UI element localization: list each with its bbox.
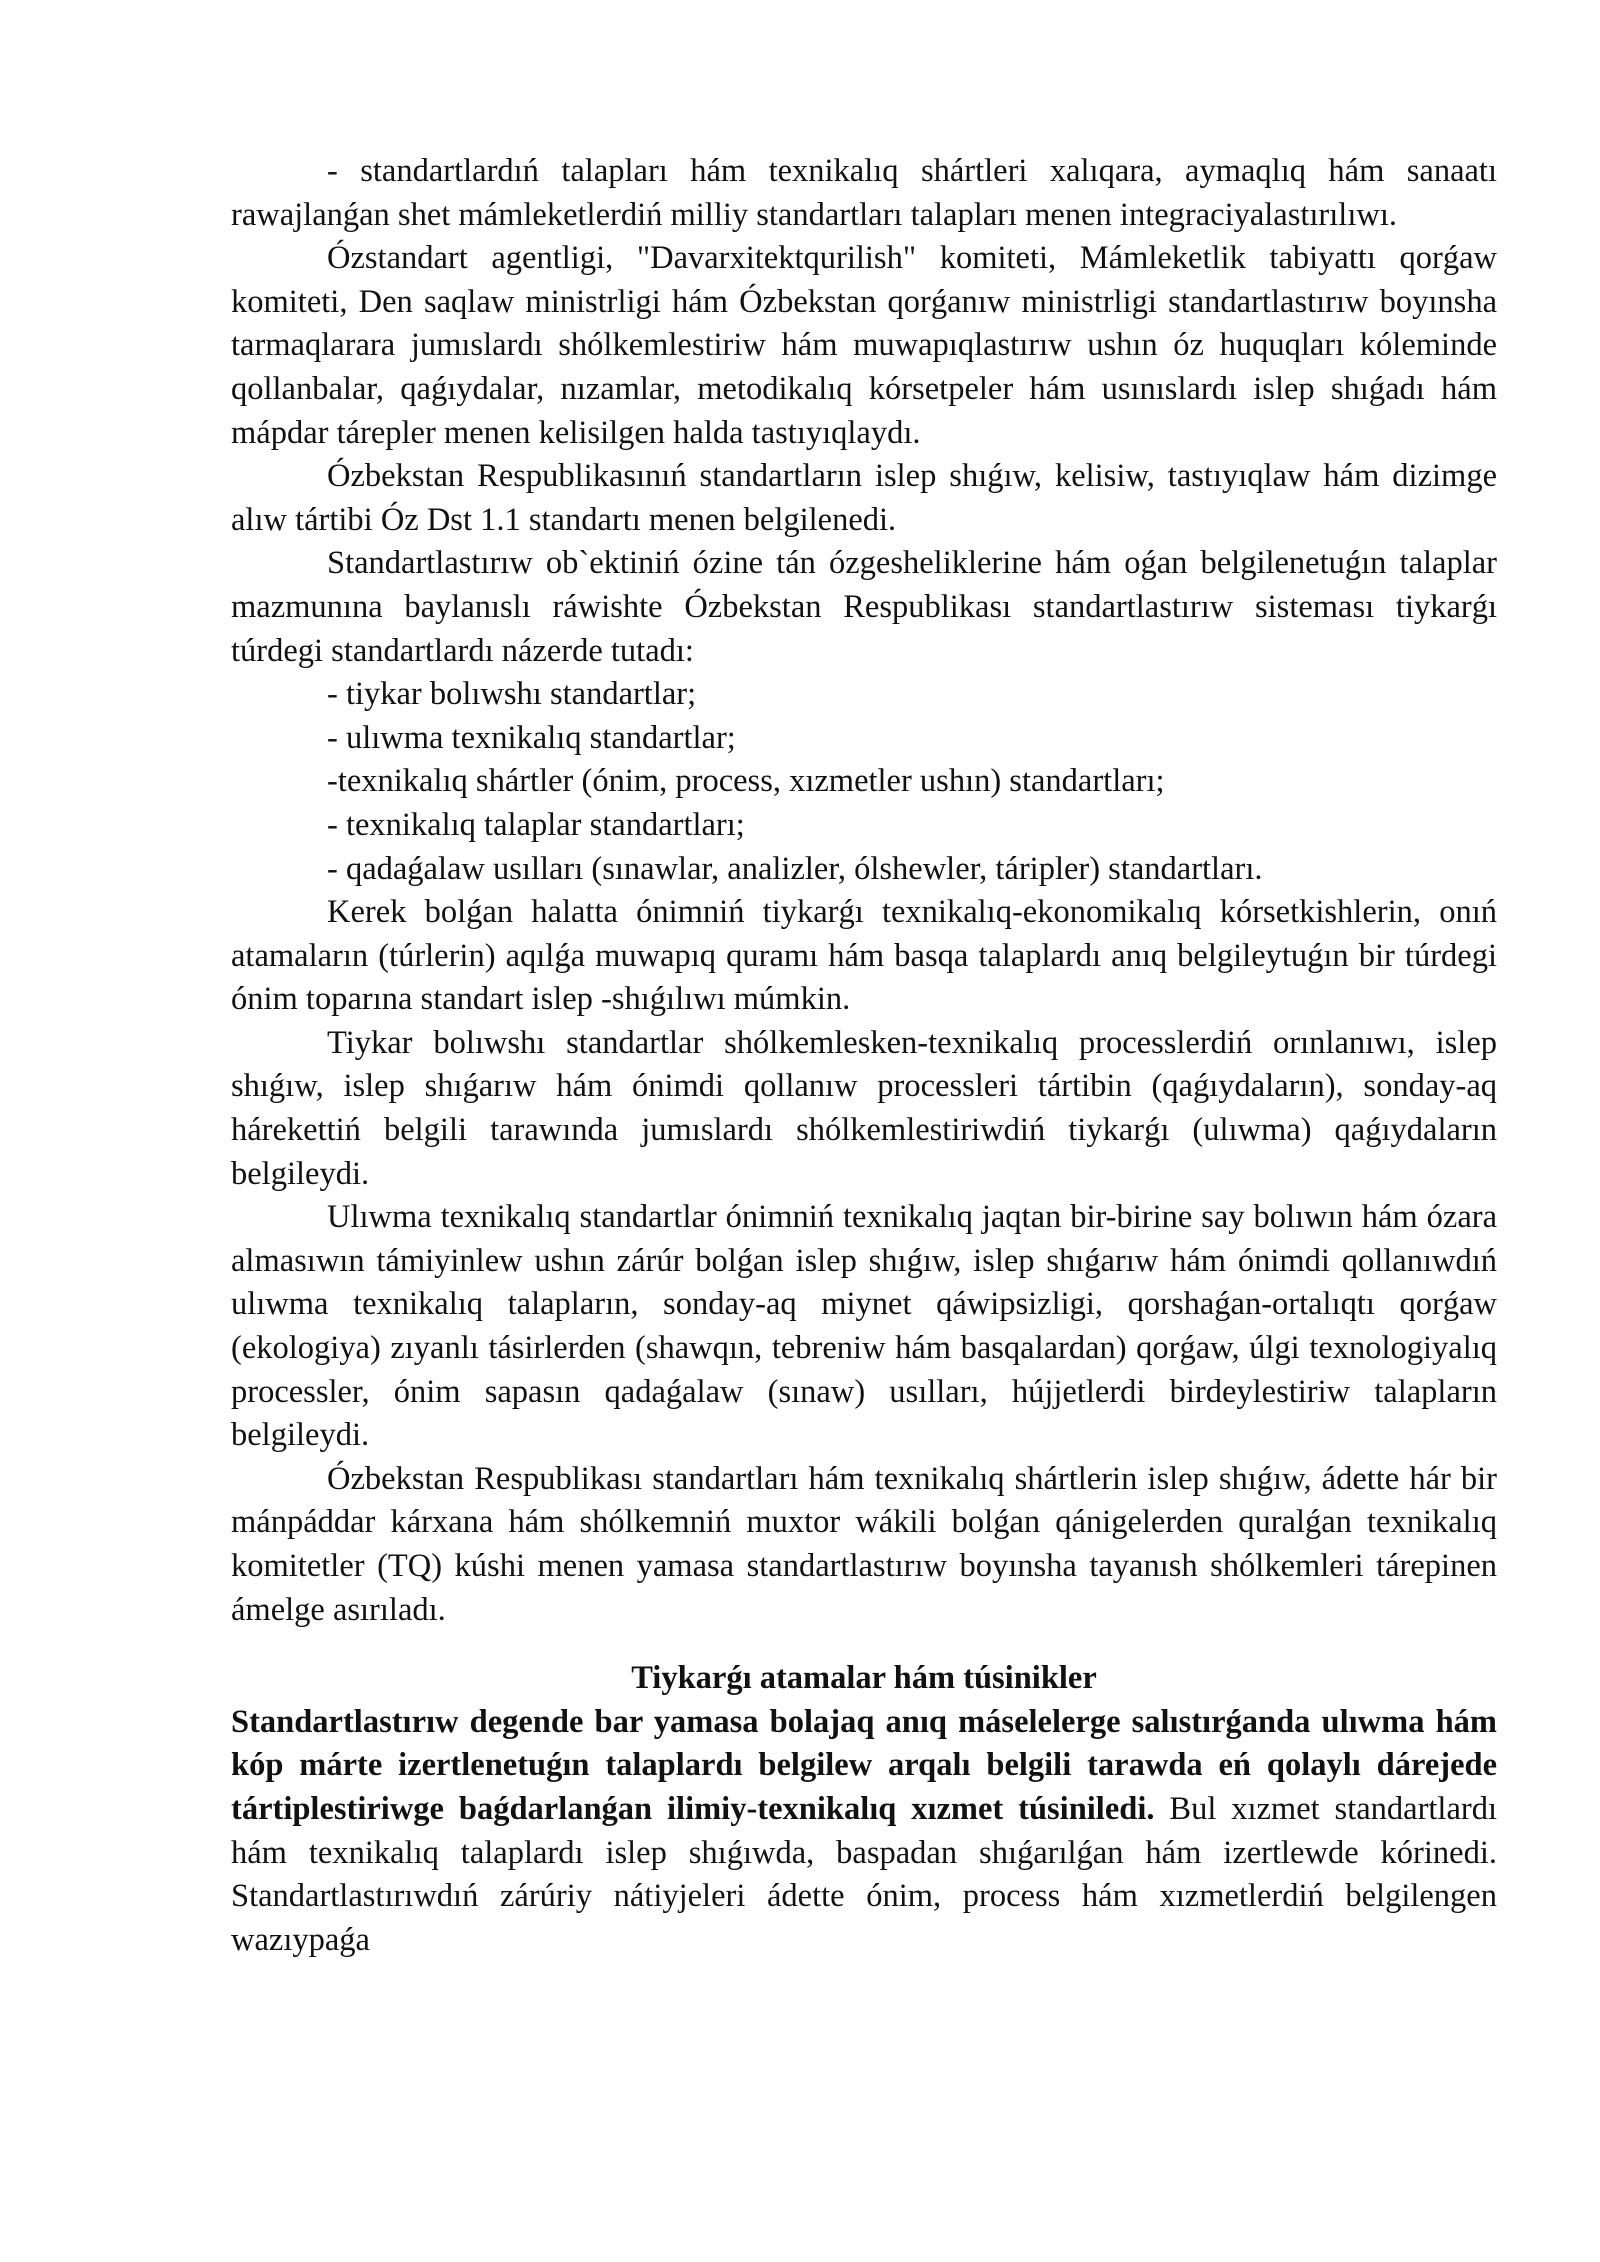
definition-term: Standartlastırıw degende bar yamasa bolajaq anıq máselelerge salıstırǵanda ulıwma hám kóp márte izertlenetuǵın talaplardı belgilew arqalı belgili tarawda eń qolaylı dárejede tártiplestiriwge baǵdarlanǵan ilimiy-texnikalıq xızmet túsiniledi. [231, 1703, 1497, 1827]
definition-paragraph [231, 1701, 1497, 1963]
paragraph: Tiykar bolıwshı standartlar shólkemlesken-texnikalıq processlerdiń orınlanıwı, islep shıǵıw, islep shıǵarıw hám ónimdi qollanıw processleri tártibin (qaǵıydaların), sonday-aq hárekettiń belgili tarawında jumıslardı shólkemlestiriwdiń tiykarǵı (ulıwma) qaǵıydaların belgileydi. [231, 1024, 1497, 1192]
list-item: -texnikalıq shártler (ónim, process, xızmetler ushın) standartları; [327, 763, 1165, 800]
paragraph: Ózstandart agentligi, "Davarxitektqurilish" komiteti, Mámleketlik tabiyattı qorǵaw komiteti, Den saqlaw ministrligi hám Ózbekstan qorǵanıw ministrligi standartlastırıw boyınsha tarmaqlarara jumıslardı shólkemlestiriw hám muwapıqlastırıw ushın óz huquqları kóleminde qollanbalar, qaǵıydalar, nızamlar, metodikalıq kórsetpeler hám usınıslardı islep shıǵadı hám mápdar tárepler menen kelisilgen halda tastıyıqlaydı. [231, 240, 1497, 451]
list-item: - texnikalıq talaplar standartları; [327, 806, 745, 843]
paragraph: Kerek bolǵan halatta ónimniń tiykarǵı texnikalıq-ekonomikalıq kórsetkishlerin, onıń atamaların (túrlerin) aqılǵa muwapıq quramı hám basqa talaplardı anıq belgileytuǵın bir túrdegi ónim toparına standart islep -shıǵılıwı múmkin. [231, 894, 1497, 1018]
list-item: - ulıwma texnikalıq standartlar; [327, 719, 736, 756]
paragraph: Ózbekstan Respublikasınıń standartların islep shıǵıw, kelisiw, tastıyıqlaw hám dizimge alıw tártibi Óz Dst 1.1 standartı menen belgilenedi. [231, 458, 1497, 538]
standard-types-list [231, 673, 1497, 891]
definition-text: Bul xızmet standartlardı hám texnikalıq talaplardı islep shıǵıwda, baspadan shıǵarılǵan hám izertlewde kórinedi. Standartlastırıwdıń zárúriy nátiyjeleri ádette ónim, process hám xızmetlerdiń belgilengen wazıypaǵa [231, 1790, 1497, 1958]
paragraph: Ulıwma texnikalıq standartlar ónimniń texnikalıq jaqtan bir-birine say bolıwın hám ózara almasıwın támiyinlew ushın zárúr bolǵan islep shıǵıw, islep shıǵarıw hám ónimdi qollanıwdıń ulıwma texnikalıq talapların, sonday-aq miynet qáwipsizligi, qorshaǵan-ortalıqtı qorǵaw (ekologiya) zıyanlı tásirlerden (shawqın, tebreniw hám basqalardan) qorǵaw, úlgi texnologiyalıq processler, ónim sapasın qadaǵalaw (sınaw) usılları, hújjetlerdi birdeylestiriw talapların belgileydi. [231, 1199, 1497, 1454]
section-heading: Tiykarǵı atamalar hám túsinikler [631, 1660, 1097, 1697]
paragraph: Ózbekstan Respublikası standartları hám texnikalıq shártlerin islep shıǵıw, ádette hár bir mánpáddar kárxana hám shólkemniń muxtor wákili bolǵan qánigelerden quralǵan texnikalıq komitetler (TQ) kúshi menen yamasa standartlastırıw boyınsha tayanısh shólkemleri tárepinen ámelge asırıladı. [231, 1460, 1497, 1628]
paragraph: - standartlardıń talapları hám texnikalıq shártleri xalıqara, aymaqlıq hám sanaatı rawajlanǵan shet mámleketlerdiń milliy standartları talapları menen integraciyalastırılıwı. [231, 153, 1497, 233]
document-page [231, 150, 1497, 1962]
list-item: - qadaǵalaw usılları (sınawlar, analizler, ólshewler, táripler) standartları. [327, 850, 1263, 887]
list-item: - tiykar bolıwshı standartlar; [327, 676, 697, 713]
paragraph: Standartlastırıw ob`ektiniń ózine tán ózgesheliklerine hám oǵan belgilenetuǵın talaplar mazmunına baylanıslı ráwishte Ózbekstan Respublikası standartlastırıw sisteması tiykarǵı túrdegi standartlardı názerde tutadı: [231, 545, 1497, 669]
